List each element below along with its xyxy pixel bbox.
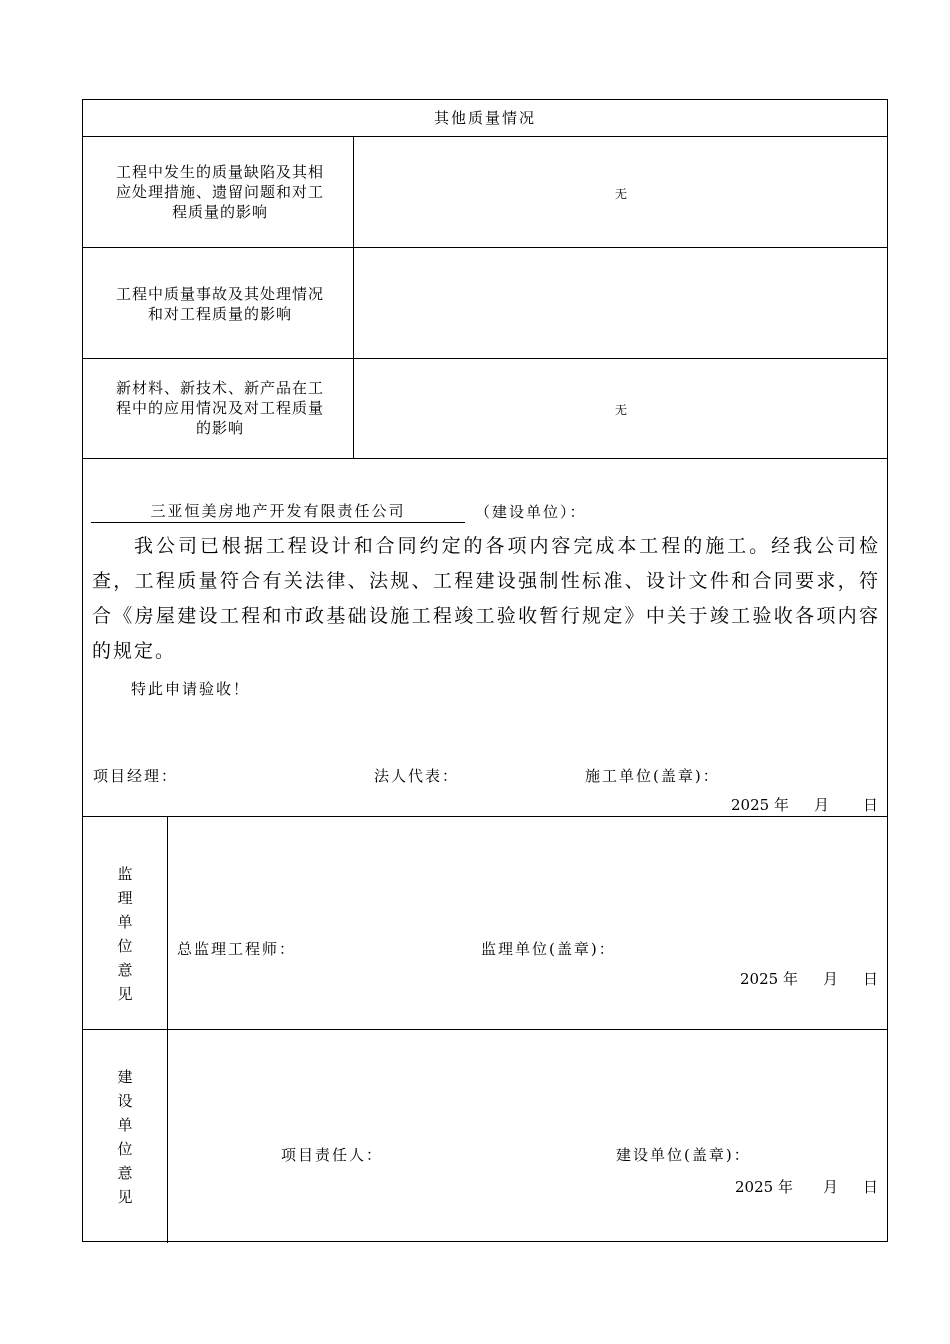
row-value-new-materials: 无 [614, 403, 628, 417]
divider [83, 1029, 887, 1030]
label-line: 的影响 [195, 419, 244, 437]
label-line: 程中的应用情况及对工程质量 [115, 399, 324, 417]
row-value-quality-defects: 无 [614, 187, 628, 201]
supervision-opinion-label [83, 862, 167, 1006]
date-month: 月 [823, 970, 839, 988]
divider [353, 136, 354, 458]
label-char: 见 [117, 1188, 133, 1206]
project-responsible-label: 项目责任人： [281, 1146, 384, 1164]
label-char: 监 [117, 865, 133, 883]
label-line: 工程中质量事故及其处理情况 [115, 285, 324, 303]
application-body: 我公司已根据工程设计和合同约定的各项内容完成本工程的施工。经我公司检查，工程质量符合有关法律、法规、工程建设强制性标准、设计文件和合同要求，符合《房屋建设工程和市政基础设施工程竣工验收暂行规定》中关于竣工验收各项内容的规定。 [92, 535, 880, 662]
divider [83, 247, 887, 248]
label-char: 意 [117, 961, 133, 979]
owner-company-name: 三亚恒美房地产开发有限责任公司 [91, 501, 465, 523]
divider [83, 816, 887, 817]
label-char: 位 [117, 1140, 133, 1158]
supervision-seal-label: 监理单位(盖章)： [481, 940, 616, 958]
project-manager-label: 项目经理： [93, 767, 179, 785]
divider [83, 458, 887, 459]
section-title: 其他质量情况 [433, 109, 536, 127]
row-label-quality-defects [89, 162, 351, 222]
date-month: 月 [823, 1178, 839, 1196]
label-line: 应处理措施、遗留问题和对工 [115, 183, 324, 201]
label-char: 单 [117, 913, 133, 931]
closing-text: 特此申请验收！ [131, 680, 251, 698]
label-char: 位 [117, 937, 133, 955]
divider [83, 358, 887, 359]
date-year: 2025 年 [731, 796, 789, 814]
label-char: 建 [117, 1068, 133, 1086]
date-year: 2025 年 [735, 1178, 793, 1196]
owner-opinion-label [83, 1065, 167, 1209]
label-char: 单 [117, 1116, 133, 1134]
label-char: 见 [117, 985, 133, 1003]
label-char: 设 [117, 1092, 133, 1110]
legal-rep-label: 法人代表： [374, 767, 460, 785]
quality-form [82, 99, 888, 1242]
date-month: 月 [814, 796, 830, 814]
contractor-seal-label: 施工单位(盖章)： [585, 767, 720, 785]
date-day: 日 [863, 970, 879, 988]
row-label-quality-accidents [89, 284, 351, 324]
label-line: 程质量的影响 [171, 203, 268, 221]
chief-engineer-label: 总监理工程师： [177, 940, 297, 958]
label-line: 和对工程质量的影响 [147, 305, 292, 323]
label-char: 意 [117, 1164, 133, 1182]
label-char: 理 [117, 889, 133, 907]
date-day: 日 [863, 1178, 879, 1196]
date-day: 日 [863, 796, 879, 814]
label-line: 工程中发生的质量缺陷及其相 [115, 163, 324, 181]
divider [83, 136, 887, 137]
row-label-new-materials [89, 378, 351, 438]
owner-seal-label: 建设单位(盖章)： [616, 1146, 751, 1164]
date-year: 2025 年 [740, 970, 798, 988]
owner-company-suffix: （建设单位）： [475, 503, 587, 521]
label-line: 新材料、新技术、新产品在工 [115, 379, 324, 397]
